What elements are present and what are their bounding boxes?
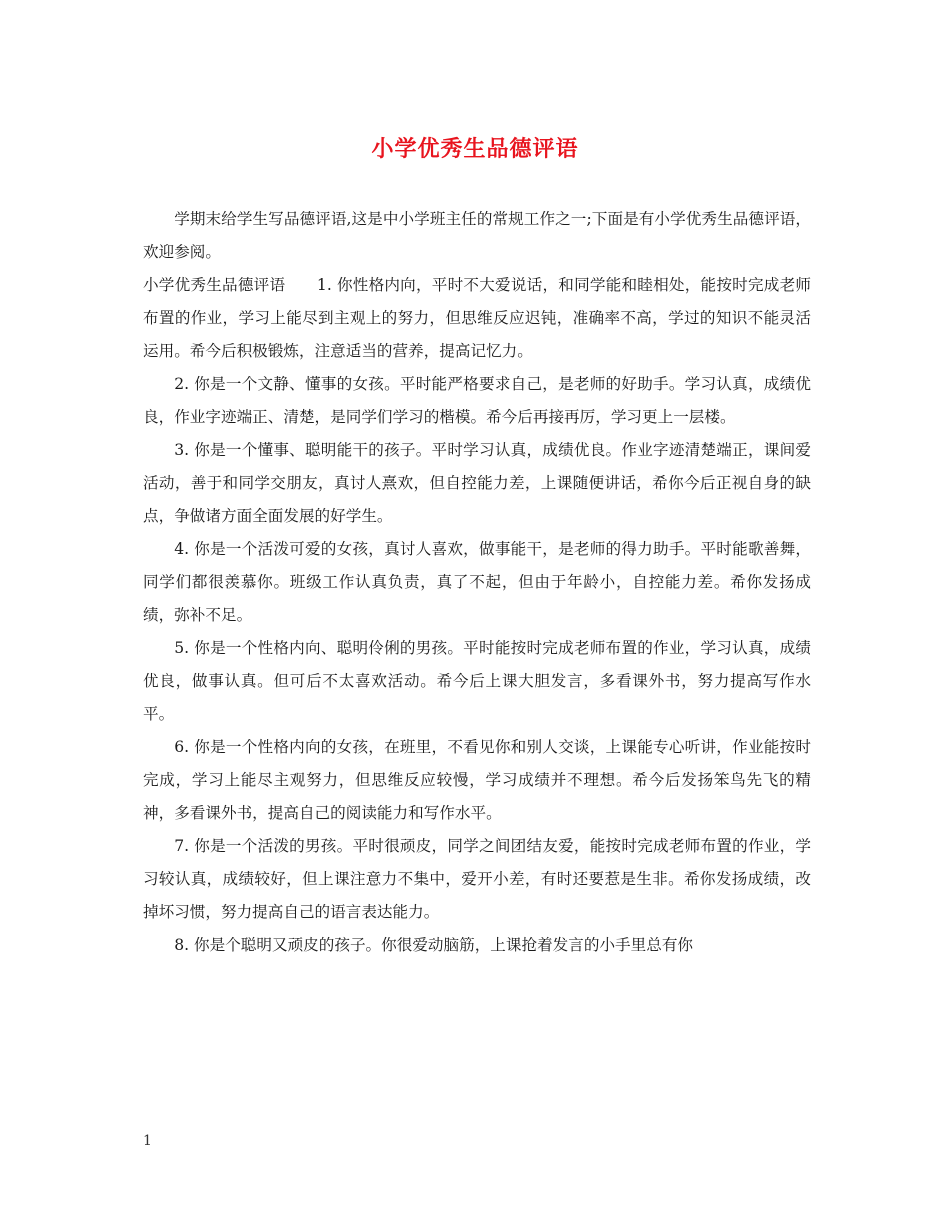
comment-paragraph-2: 2. 你是一个文静、懂事的女孩。平时能严格要求自己，是老师的好助手。学习认真，成绩优良，作业字迹端正、清楚，是同学们学习的楷模。希今后再接再厉，学习更上一层楼。	[143, 375, 811, 426]
comment-paragraph-7: 7. 你是一个活泼的男孩。平时很顽皮，同学之间团结友爱，能按时完成老师布置的作业，学习较认真，成绩较好，但上课注意力不集中，爱开小差，有时还要惹是生非。希你发扬成绩，改掉坏习惯，努力提高自己的语言表达能力。	[143, 837, 811, 921]
comment-paragraph-6: 6. 你是一个性格内向的女孩，在班里，不看见你和别人交谈，上课能专心听讲，作业能按时完成，学习上能尽主观努力，但思维反应较慢，学习成绩并不理想。希今后发扬笨鸟先飞的精神，多看课外书，提高自己的阅读能力和写作水平。	[143, 738, 811, 822]
comment-paragraph-4: 4. 你是一个活泼可爱的女孩，真讨人喜欢，做事能干，是老师的得力助手。平时能歌善舞，同学们都很羡慕你。班级工作认真负责，真了不起，但由于年龄小，自控能力差。希你发扬成绩，弥补不足。	[143, 540, 811, 624]
page-number: 1	[143, 1133, 152, 1149]
document-title: 小学优秀生品德评语	[371, 136, 579, 162]
comment-paragraph-3: 3. 你是一个懂事、聪明能干的孩子。平时学习认真，成绩优良。作业字迹清楚端正，课间爱活动，善于和同学交朋友，真讨人熹欢，但自控能力差，上课随便讲话，希你今后正视自身的缺点，争做诸方面全面发展的好学生。	[143, 441, 811, 525]
comment-paragraph-1: 小学优秀生品德评语 1. 你性格内向，平时不大爱说话，和同学能和睦相处，能按时完成老师布置的作业，学习上能尽到主观上的努力，但思维反应迟钝，准确率不高，学过的知识不能灵活运用。希今后积极锻炼，注意适当的营养，提高记忆力。	[143, 276, 811, 360]
intro-paragraph: 学期末给学生写品德评语,这是中小学班主任的常规工作之一;下面是有小学优秀生品德评语，欢迎参阅。	[143, 210, 811, 261]
document-body	[143, 203, 811, 962]
comment-paragraph-8: 8. 你是个聪明又顽皮的孩子。你很爱动脑筋，上课抢着发言的小手里总有你	[174, 936, 694, 954]
comment-paragraph-5: 5. 你是一个性格内向、聪明伶俐的男孩。平时能按时完成老师布置的作业，学习认真，成绩优良，做事认真。但可后不太喜欢活动。希今后上课大胆发言，多看课外书，努力提高写作水平。	[143, 639, 811, 723]
